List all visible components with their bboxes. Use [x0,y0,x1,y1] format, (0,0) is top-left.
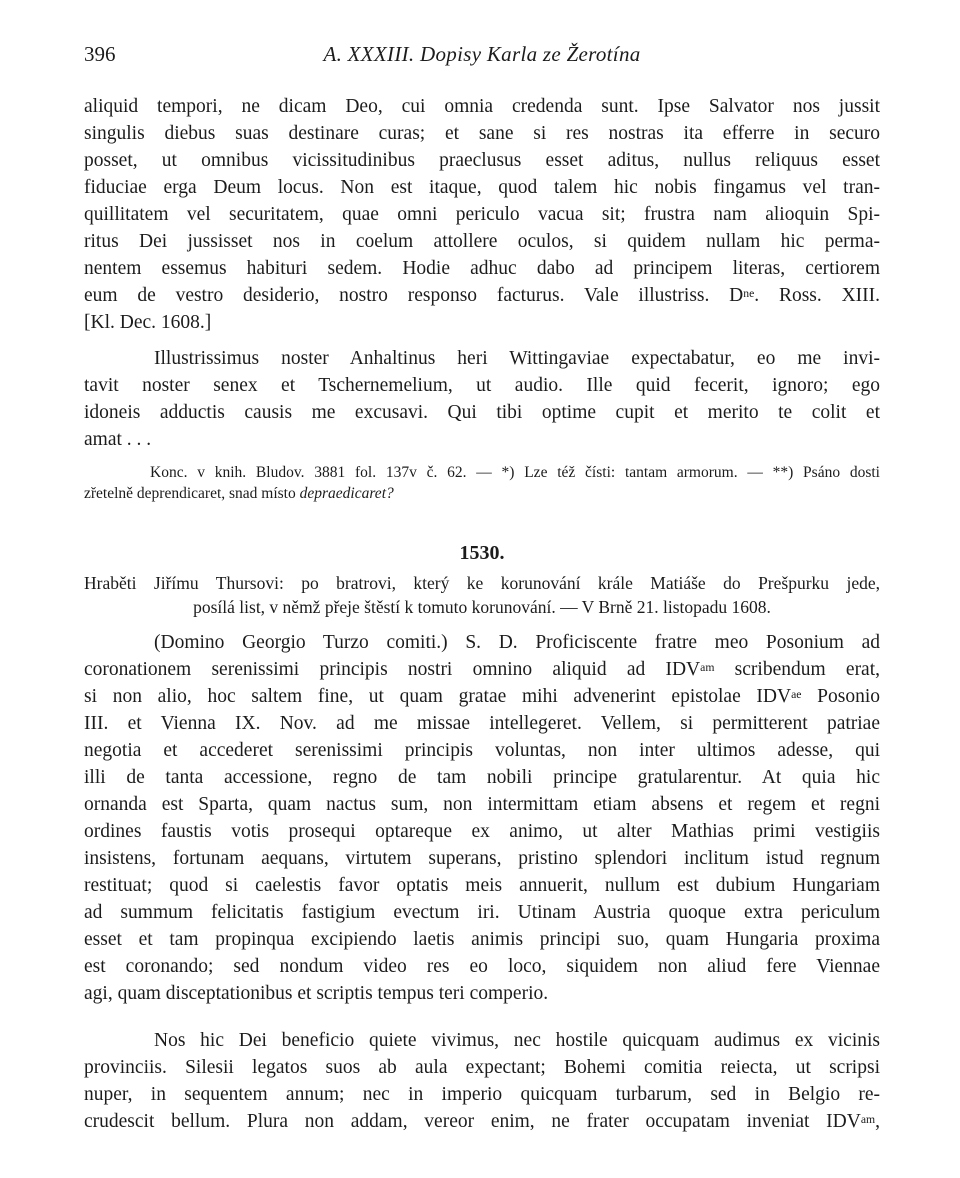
footnote-line [84,484,880,504]
text-line: [Kl. Dec. 1608.] [84,312,212,333]
text-line [84,283,880,309]
text-line: Illustrissimus noster Anhaltinus heri Wittingaviae expectabatur, eo me invi- [154,348,880,369]
text-span: scribendum erat, [714,659,880,680]
text-span: eum de vestro desiderio, nostro responso facturus. Vale illustriss. D [84,285,744,306]
text-line: ritus Dei jussisset nos in coelum attollere oculos, si quidem nullam hic perma- [84,231,880,252]
text-line: tavit noster senex et Tschernemelium, ut audio. Ille quid fecerit, ignoro; ego [84,375,880,396]
text-line: restituat; quod si caelestis favor optatis meis annuerit, nullum est dubium Hungariam [84,875,880,896]
text-line [84,657,880,683]
text-line: agi, quam disceptationibus et scriptis tempus teri comperio. [84,983,549,1004]
text-line: fiduciae erga Deum locus. Non est itaque, quod talem hic nobis fingamus vel tran- [84,177,880,198]
text-line: ordines faustis votis prosequi optareque ex animo, ut alter Mathias primi vestigiis [84,821,880,842]
page-number: 396 [84,42,116,66]
text-span: zřetelně deprendicaret, snad místo [84,485,300,502]
superscript: am [700,661,715,674]
text-line [84,684,880,710]
footnote-line: Konc. v knih. Bludov. 3881 fol. 137v č. 62. — *) Lze též čísti: tantam armorum. — **) Psáno dosti [150,464,880,481]
summary-line: Hraběti Jiřímu Thursovi: po bratrovi, který ke korunování krále Matiáše do Prešpurku jede, [84,573,880,593]
text-line [84,1109,880,1135]
text-span: coronationem serenissimi principis nostri omnino aliquid ad IDV [84,659,701,680]
page-header [84,42,880,72]
letter-number: 1530. [459,542,505,564]
text-span: Posonio [801,686,880,707]
running-title: A. XXXIII. Dopisy Karla ze Žerotína [323,42,641,66]
text-span: , [875,1111,880,1132]
text-line: nentem essemus habituri sedem. Hodie adhuc dabo ad principem literas, certiorem [84,258,880,279]
text-line: Nos hic Dei beneficio quiete vivimus, nec hostile quicquam audimus ex vicinis [154,1030,880,1051]
text-line: insistens, fortunam aequans, virtutem superans, pristino splendori inclitum istud regnum [84,848,880,869]
text-line: III. et Vienna IX. Nov. ad me missae intellegeret. Vellem, si permitterent patriae [84,713,880,734]
text-line: amat . . . [84,429,152,450]
superscript: ne [743,287,755,300]
text-line: posset, ut omnibus vicissitudinibus praeclusus esset aditus, nullus reliquus esset [84,150,880,171]
text-line: aliquid tempori, ne dicam Deo, cui omnia credenda sunt. Ipse Salvator nos jussit [84,96,880,117]
text-span: crudescit bellum. Plura non addam, vereor enim, ne frater occupatam inveniat IDV [84,1111,861,1132]
text-line: provinciis. Silesii legatos suos ab aula expectant; Bohemi comitia reiecta, ut scripsi [84,1057,880,1078]
text-line: nuper, in sequentem annum; nec in imperio quicquam turbarum, sed in Belgio re- [84,1084,880,1105]
text-span: si non alio, hoc saltem fine, ut quam gratae mihi advenerint epistolae IDV [84,686,792,707]
text-line: ad summum felicitatis fastigium evectum iri. Utinam Austria quoque extra periculum [84,902,880,923]
superscript: am [860,1113,876,1126]
text-line: ornanda est Sparta, quam nactus sum, non intermittam etiam absens et regem et regni [84,794,880,815]
text-line: esset et tam propinqua excipiendo laetis animis principi suo, quam Hungaria proxima [84,929,880,950]
superscript: ae [791,688,802,701]
text-line: idoneis adductis causis me excusavi. Qui tibi optime cupit et merito te colit et [84,402,880,423]
text-line: singulis diebus suas destinare curas; et sane si res nostras ita efferre in securo [84,123,880,144]
text-span: . Ross. XIII. [754,285,880,306]
text-line: negotia et accederet serenissimi principis voluntas, non inter ultimos adesse, qui [84,740,880,761]
italic-text: depraedicaret? [299,485,394,502]
text-line: quillitatem vel securitatem, quae omni periculo vacua sit; frustra nam alioquin Spi- [84,204,880,225]
text-line: (Domino Georgio Turzo comiti.) S. D. Proficiscente fratre meo Posonium ad [154,632,880,653]
text-line: illi de tanta accessione, regno de tam nobili principe gratularentur. At quia hic [84,767,880,788]
text-line: est coronando; sed nondum video res eo loco, siquidem non aliud fere Viennae [84,956,880,977]
summary-line: posílá list, v němž přeje štěstí k tomuto korunování. — V Brně 21. listopadu 1608. [193,597,771,617]
